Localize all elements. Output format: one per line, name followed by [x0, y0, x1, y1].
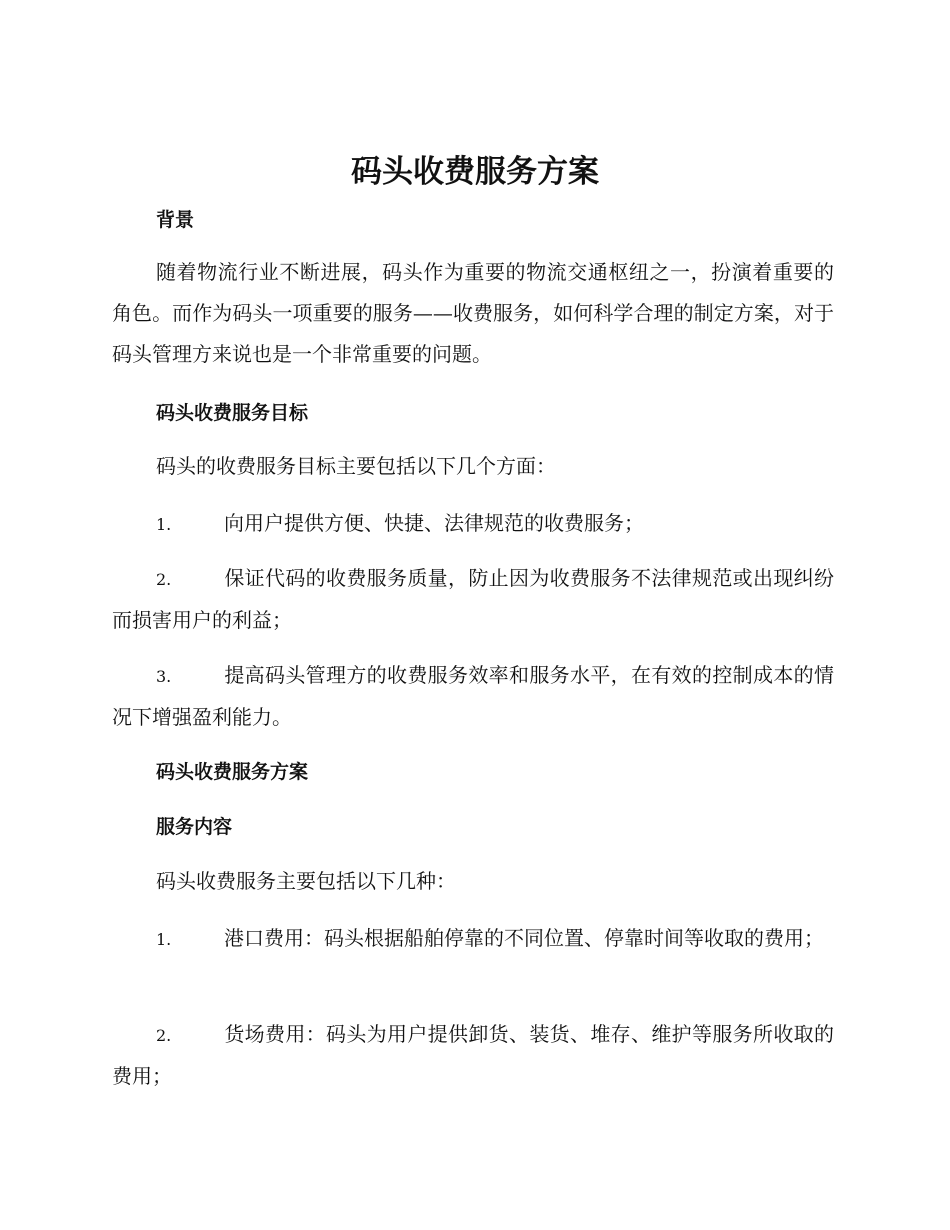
goals-intro: 码头的收费服务目标主要包括以下几个方面：: [156, 454, 556, 478]
goal-item: [112, 558, 834, 641]
goal-number: 1.: [156, 515, 172, 534]
goal-item: [112, 503, 834, 545]
service-number: 1.: [156, 930, 172, 949]
background-paragraph: 随着物流行业不断进展，码头作为重要的物流交通枢纽之一，扮演着重要的角色。而作为码头一项重要的服务——收费服务，如何科学合理的制定方案，对于码头管理方来说也是一个非常重要的问题。: [112, 260, 834, 366]
section-heading-goals: 码头收费服务目标: [156, 402, 309, 424]
services-intro: 码头收费服务主要包括以下几种：: [156, 869, 456, 893]
section-heading-service-content: 服务内容: [156, 816, 233, 838]
section-heading-background: 背景: [156, 209, 195, 231]
service-number: 2.: [156, 1026, 172, 1045]
goal-text: 保证代码的收费服务质量，防止因为收费服务不法律规范或出现纠纷而损害用户的利益；: [112, 566, 834, 632]
page-title: 码头收费服务方案: [351, 154, 599, 190]
service-item: [112, 918, 834, 960]
service-text: 港口费用：码头根据船舶停靠的不同位置、停靠时间等收取的费用；: [224, 926, 824, 950]
goal-item: [112, 655, 834, 738]
section-heading-plan: 码头收费服务方案: [156, 761, 309, 783]
goal-number: 3.: [156, 667, 172, 686]
goal-number: 2.: [156, 570, 172, 589]
service-item: [112, 1014, 834, 1097]
service-text: 货场费用：码头为用户提供卸货、装货、堆存、维护等服务所收取的费用；: [112, 1022, 834, 1088]
goal-text: 提高码头管理方的收费服务效率和服务水平，在有效的控制成本的情况下增强盈利能力。: [112, 663, 834, 729]
goal-text: 向用户提供方便、快捷、法律规范的收费服务；: [224, 511, 644, 535]
